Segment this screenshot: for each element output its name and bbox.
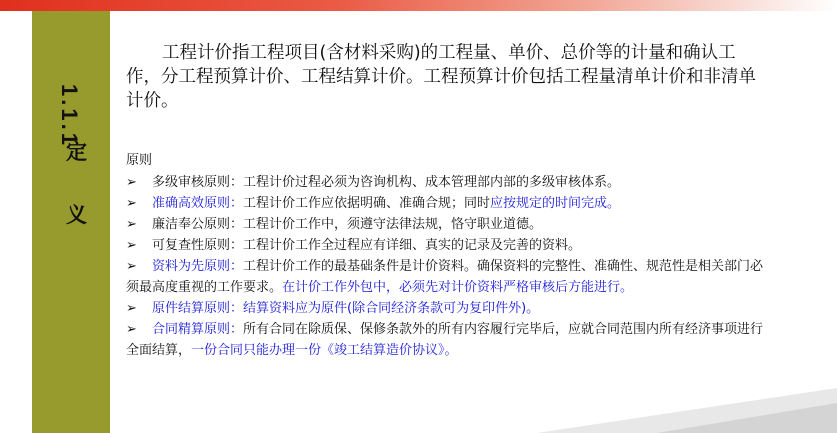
principle-title: 可复查性原则： — [152, 238, 244, 253]
section-title — [56, 84, 96, 226]
section-title-char-2: 义 — [66, 202, 87, 227]
principle-item-1 — [126, 172, 766, 193]
bullet-icon: ➢ — [126, 259, 137, 274]
bullet-icon: ➢ — [126, 217, 137, 232]
intro-paragraph: 工程计价指工程项目(含材料采购)的工程量、单价、总价等的计量和确认工作，分工程预算计价、工程结算计价。工程预算计价包括工程量清单计价和非清单计价。 — [126, 43, 756, 111]
principle-title: 准确高效原则： — [152, 196, 244, 211]
principle-body: 工程计价工作的最基础条件是计价资料。确保资料的完整性、准确性、规范性是相关部门必须最高度重视的工作要求。 — [126, 259, 764, 295]
principle-item-2 — [126, 193, 766, 214]
principle-body: 所有合同在除质保、保修条款外的所有内容履行完毕后，应就合同范围内所有经济事项进行全面结算， — [126, 322, 764, 358]
bullet-icon: ➢ — [126, 196, 137, 211]
principle-body: 工程计价工作全过程应有详细、真实的记录及完善的资料。 — [243, 238, 582, 253]
corner-decoration — [537, 383, 837, 433]
principle-item-5 — [126, 256, 766, 298]
principle-item-7 — [126, 319, 766, 361]
principle-item-3 — [126, 214, 766, 235]
section-title-char-1: 定 — [66, 139, 87, 164]
principle-title: 廉洁奉公原则： — [152, 217, 244, 232]
principles-heading: 原则 — [126, 153, 153, 168]
principles-list — [126, 150, 766, 361]
bullet-icon: ➢ — [126, 322, 137, 337]
principle-item-4 — [126, 235, 766, 256]
principle-title: 合同精算原则： — [152, 322, 244, 337]
principle-title: 资料为先原则： — [152, 259, 244, 274]
principle-highlight: 一份合同只能办理一份《竣工结算造价协议》。 — [191, 343, 458, 358]
top-accent-bar — [0, 0, 837, 11]
principle-highlight: 应按规定的时间完成。 — [490, 196, 621, 211]
principle-highlight: 在计价工作外包中，必须先对计价资料严格审核后方能进行。 — [282, 280, 634, 295]
section-number: 1.1.1 — [57, 84, 82, 148]
bullet-icon: ➢ — [126, 301, 137, 316]
principle-body: 工程计价过程必须为咨询机构、成本管理部内部的多级审核体系。 — [243, 175, 621, 190]
principle-title: 原件结算原则： — [152, 301, 244, 316]
bullet-icon: ➢ — [126, 238, 137, 253]
principle-title: 多级审核原则： — [152, 175, 244, 190]
principle-item-6 — [126, 298, 766, 319]
principle-body: 工程计价工作应依据明确、准确合规；同时 — [243, 196, 491, 211]
principle-body: 工程计价工作中，须遵守法律法规，恪守职业道德。 — [243, 217, 543, 232]
principle-highlight: 结算资料应为原件(除合同经济条款可为复印件外)。 — [243, 301, 540, 316]
bullet-icon: ➢ — [126, 175, 137, 190]
